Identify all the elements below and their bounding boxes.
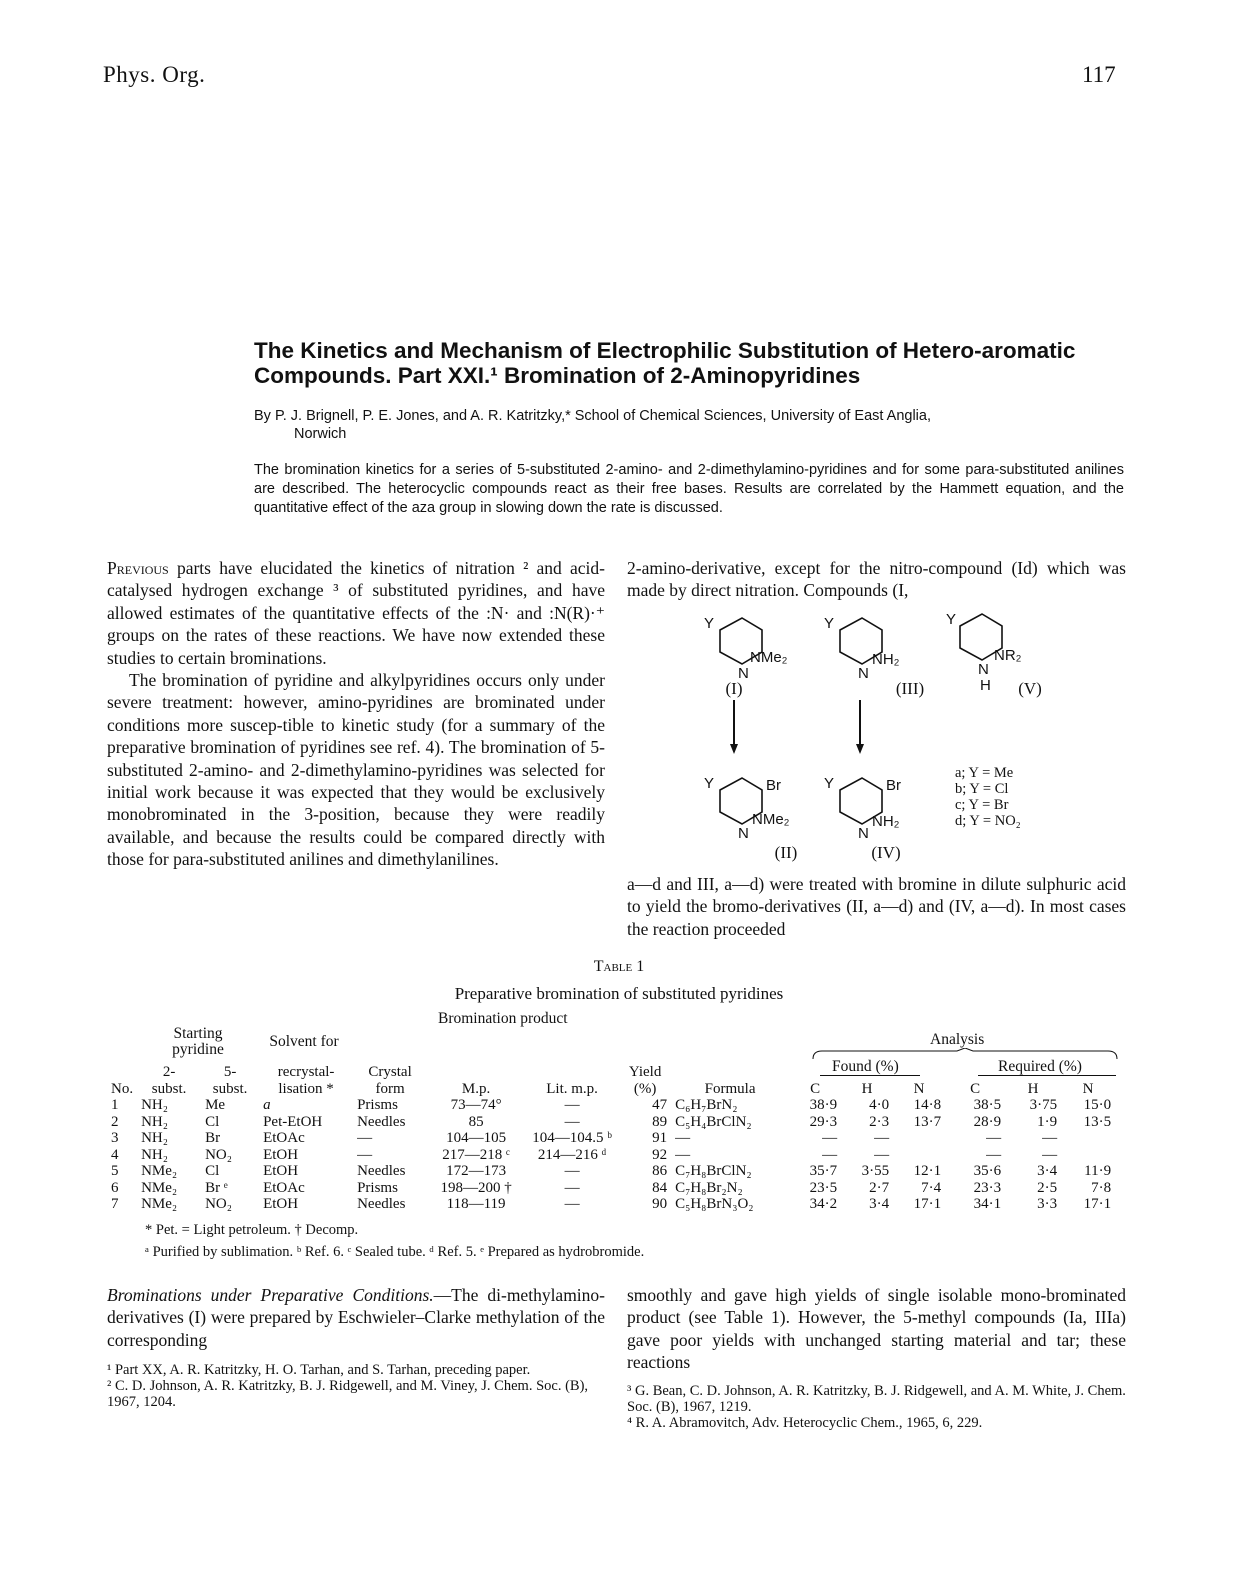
svg-text:Br: Br	[886, 777, 901, 794]
col-header: Formula	[704, 1080, 756, 1097]
table-cell: 14·8	[913, 1097, 942, 1113]
left-column	[107, 557, 605, 871]
table-cell: 3·55	[861, 1163, 890, 1179]
footnote-2: ² C. D. Johnson, A. R. Katritzky, B. J. Ridgewell, and M. Viney, J. Chem. Soc. (B), 1967, 1204.	[107, 1378, 589, 1410]
svg-text:Y: Y	[946, 612, 957, 628]
table-cell: 104—105	[446, 1130, 507, 1146]
col-header: C	[970, 1080, 981, 1097]
table-cell: —	[874, 1146, 890, 1163]
table-cell: 7·8	[1091, 1179, 1112, 1196]
footnotes-right	[627, 1383, 1126, 1431]
label-III: (III)	[895, 679, 925, 698]
table-cell: Prisms	[357, 1097, 398, 1113]
table-cell: 90	[652, 1196, 668, 1212]
table-cell: —	[822, 1130, 838, 1146]
table-cell: —	[822, 1146, 838, 1163]
article-title: The Kinetics and Mechanism of Electrophilic Substitution of Hetero-aromatic Compounds. Part XXI.¹ Bromination of 2-Aminopyridines	[254, 338, 1076, 388]
table-cell: 1·9	[1037, 1113, 1058, 1130]
table-cell: EtOAc	[263, 1179, 305, 1196]
table-cell: Cl	[205, 1113, 220, 1130]
table-cell: 2	[111, 1113, 119, 1130]
svg-text:N: N	[738, 665, 749, 682]
table-cell	[1061, 1147, 1115, 1164]
table-cell: 29·3	[809, 1113, 838, 1130]
table-cell: 38·9	[809, 1097, 838, 1113]
table-cell: —	[357, 1130, 373, 1146]
analysis-header: Analysis	[930, 1031, 985, 1048]
svg-text:Y: Y	[824, 615, 835, 632]
col-header: H	[1027, 1080, 1039, 1097]
table-cell: 4·0	[869, 1097, 890, 1113]
table-cell: 11·9	[1084, 1163, 1112, 1179]
table-cell: Br ᵉ	[205, 1179, 228, 1196]
footnotes-left	[107, 1362, 605, 1410]
table-cell: 2·3	[869, 1113, 890, 1130]
table-cell: 17·1	[1083, 1196, 1112, 1212]
abstract: The bromination kinetics for a series of 5-substituted 2-amino- and 2-dimethylamino-pyridines and for some para-substituted anilines are described. The heterocyclic compounds react as their free bases. Results are correlated by the Hammett equation, and the quantitative effect of the aza group in slowing down the rate is discussed.	[254, 462, 1124, 516]
table-row	[107, 1196, 1115, 1213]
table-cell: NMe₂	[141, 1196, 178, 1212]
table-footnote-2: ᵃ Purified by sublimation. ᵇ Ref. 6. ᶜ Sealed tube. ᵈ Ref. 5. ᵉ Prepared as hydrobromide.	[145, 1244, 645, 1260]
table-cell: 3	[111, 1130, 119, 1146]
col-header: N	[1082, 1080, 1094, 1097]
table-cell: 23·3	[973, 1179, 1002, 1196]
legend-c: c; Y = Br	[955, 797, 1009, 813]
arrow-heads	[730, 744, 864, 754]
table-cell: C₅H₄BrClN₂	[675, 1113, 752, 1130]
table-cell: —	[564, 1179, 580, 1196]
table-cell: a	[263, 1097, 271, 1113]
table-cell: —	[675, 1130, 691, 1146]
table-cell: 15·0	[1083, 1097, 1112, 1113]
table-cell: NMe₂	[141, 1179, 178, 1196]
table-cell: 1	[111, 1097, 119, 1113]
table-cell: —	[1042, 1146, 1058, 1163]
svg-text:N: N	[858, 825, 869, 842]
table-cell: —	[564, 1196, 580, 1212]
table-row	[107, 1130, 1115, 1147]
table-cell: 89	[652, 1113, 668, 1130]
group-V: NR₂	[994, 647, 1022, 664]
table-row	[107, 1114, 1115, 1131]
table-cell: NO₂	[205, 1196, 232, 1212]
table-label: Table 1	[593, 958, 645, 975]
svg-text:N: N	[738, 825, 749, 842]
table-cell: 214—216 ᵈ	[537, 1146, 607, 1163]
table-cell: C₇H₈Br₂N₂	[675, 1179, 743, 1196]
table-cell: 12·1	[913, 1163, 942, 1179]
lower-left-paragraph	[107, 1284, 605, 1351]
table-cell: 3·4	[1037, 1163, 1058, 1179]
table-row	[107, 1097, 1115, 1114]
table-cell: NH₂	[141, 1130, 168, 1146]
svg-text:Br: Br	[766, 777, 781, 794]
reaction-arrows	[734, 700, 860, 746]
table-cell	[893, 1147, 945, 1164]
table-cell: EtOH	[263, 1196, 299, 1212]
table-cell: 47	[652, 1097, 668, 1113]
table-cell: 7·4	[921, 1179, 942, 1196]
lead-word: Previous	[107, 558, 169, 578]
legend-b: b; Y = Cl	[955, 781, 1009, 797]
table-cell: 198—200 †	[440, 1179, 512, 1196]
table-cell: 172—173	[446, 1163, 507, 1179]
table-cell: —	[1042, 1130, 1058, 1146]
section-text: —The di-methylamino-derivatives (I) were prepared by Eschwieler–Clarke methylation of the corresponding	[107, 1285, 605, 1350]
table-cell: 85	[468, 1113, 484, 1130]
table-cell: 38·5	[973, 1097, 1002, 1113]
label-II: (II)	[774, 843, 798, 862]
required-header: Required (%)	[998, 1058, 1082, 1075]
byline-authors: By P. J. Brignell, P. E. Jones, and A. R. Katritzky,* School of Chemical Sciences, University of East Anglia,	[254, 408, 931, 424]
table-cell: Me	[205, 1097, 226, 1113]
table-cell	[1061, 1130, 1115, 1147]
table-cell: —	[564, 1163, 580, 1179]
footnote-3: ³ G. Bean, C. D. Johnson, A. R. Katritzky, B. J. Ridgewell, and A. M. White, J. Chem. Soc. (B), 1967, 1219.	[627, 1383, 1126, 1415]
table-footnote-1: * Pet. = Light petroleum. † Decomp.	[145, 1222, 359, 1238]
table-cell: NO₂	[205, 1146, 232, 1163]
found-header: Found (%)	[832, 1058, 899, 1075]
table-cell: C₆H₇BrN₂	[675, 1097, 738, 1113]
table-cell: Br	[205, 1130, 221, 1146]
table-cell: EtOAc	[263, 1130, 305, 1146]
table-cell: 86	[652, 1163, 668, 1179]
table-cell: —	[675, 1146, 691, 1163]
label-I: (I)	[725, 679, 743, 698]
table-cell: 118—119	[446, 1196, 506, 1212]
table-cell	[893, 1130, 945, 1147]
table-cell: 4	[111, 1146, 119, 1163]
group-II: NMe₂	[752, 811, 790, 828]
col-header: H	[861, 1080, 873, 1097]
table-cell: 7	[111, 1196, 119, 1212]
table-cell: C₅H₈BrN₃O₂	[675, 1196, 754, 1212]
col-header: M.p.	[461, 1080, 491, 1097]
table-cell: 13·7	[913, 1113, 942, 1130]
table-cell: 104—104.5 ᵇ	[532, 1130, 612, 1146]
table-cell: NH₂	[141, 1113, 168, 1130]
table-cell: 35·7	[809, 1163, 838, 1179]
table-row	[107, 1180, 1115, 1197]
byline	[254, 407, 1134, 443]
table-cell: Needles	[357, 1196, 406, 1212]
label-V: (V)	[1018, 679, 1042, 698]
label-IV: (IV)	[871, 843, 901, 862]
table-row	[107, 1163, 1115, 1180]
table-cell: 5	[111, 1163, 119, 1179]
table-cell: C₇H₈BrClN₂	[675, 1163, 752, 1179]
table-cell: Pet-EtOH	[263, 1113, 323, 1130]
table-cell: —	[564, 1097, 580, 1113]
data-table	[107, 1064, 1115, 1213]
table-cell: Needles	[357, 1113, 406, 1130]
table-cell: 3·3	[1037, 1196, 1058, 1212]
table-cell: 2·5	[1037, 1179, 1058, 1196]
svg-text:Y: Y	[704, 775, 715, 792]
group-III: NH₂	[872, 651, 900, 668]
table-cell: 34·1	[973, 1196, 1002, 1212]
table-cell: EtOH	[263, 1146, 299, 1163]
legend-d: d; Y = NO₂	[955, 813, 1021, 829]
svg-text:N: N	[978, 661, 989, 678]
table-cell: 6	[111, 1179, 119, 1196]
legend-a: a; Y = Me	[955, 765, 1014, 781]
right-column-after-scheme: a—d and III, a—d) were treated with bromine in dilute sulphuric acid to yield the bromo-derivatives (II, a—d) and (IV, a—d). In most cases the reaction proceeded	[627, 874, 1126, 939]
table-cell: 217—218 ᶜ	[442, 1146, 510, 1163]
col-header: No.	[111, 1080, 134, 1097]
table-cell: 28·9	[973, 1113, 1002, 1130]
table-cell: 35·6	[973, 1163, 1002, 1179]
table-cell: NH₂	[141, 1097, 168, 1113]
journal-section: Phys. Org.	[103, 62, 206, 87]
page-number: 117	[1082, 62, 1116, 87]
table-cell: —	[986, 1130, 1002, 1146]
svg-text:Y: Y	[824, 775, 835, 792]
table-cell: —	[564, 1113, 580, 1130]
table-cell: 3·4	[869, 1196, 890, 1212]
table-cell: —	[986, 1146, 1002, 1163]
reaction-scheme	[690, 612, 1120, 874]
table-cell: 23·5	[809, 1179, 838, 1196]
svg-text:N: N	[858, 665, 869, 682]
body-paragraph: The bromination of pyridine and alkylpyridines occurs only under severe treatment: however, amino-pyridines are brominated under conditions more suscep-tible to kinetic study (for a summary of the preparative bromination of pyridines see ref. 4). The bromination of 5-substituted 2-amino- and 2-dimethylamino-pyridines was selected for initial work because it was expected that they would be exclusively monobrominated in the 3-position, because they were readily available, and because the results could be compared directly with those for para-substituted anilines and dimethylanilines.	[107, 670, 605, 870]
starting-pyridine-header: Starting pyridine	[172, 1025, 224, 1058]
table-cell: 13·5	[1083, 1113, 1112, 1130]
table-cell: —	[874, 1130, 890, 1146]
footnote-4: ⁴ R. A. Abramovitch, Adv. Heterocyclic Chem., 1965, 6, 229.	[627, 1415, 983, 1431]
intro-paragraph: parts have elucidated the kinetics of nitration ² and acid-catalysed hydrogen exchange ³ of substituted pyridines, and have allowed estimates of the quantitative effects of the :N· and :N(R)·⁺ groups on the rates of these reactions. We have now extended these studies to certain brominations.	[107, 558, 605, 668]
svg-text:Y: Y	[704, 615, 715, 632]
table-caption: Preparative bromination of substituted pyridines	[454, 984, 784, 1003]
table-cell: Prisms	[357, 1179, 398, 1196]
table-subcaption: Bromination product	[438, 1010, 568, 1027]
table-row	[107, 1147, 1115, 1164]
group-IV: NH₂	[872, 813, 900, 830]
table-cell: 34·2	[809, 1196, 838, 1212]
table-cell: 3·75	[1029, 1097, 1058, 1113]
table-cell: Needles	[357, 1163, 406, 1179]
table-cell: 91	[652, 1130, 668, 1146]
section-heading: Brominations under Preparative Conditions.	[107, 1285, 434, 1305]
substituent-legend	[955, 765, 1021, 829]
col-header: Lit. m.p.	[546, 1080, 598, 1097]
lower-right-paragraph: smoothly and gave high yields of single isolable mono-brominated product (see Table 1). However, the 5-methyl compounds (Ia, IIIa) gave poor yields with unchanged starting material and tar; these reactions	[627, 1285, 1126, 1373]
table-cell: NMe₂	[141, 1163, 178, 1179]
table-cell: —	[357, 1146, 373, 1163]
table-header-row: No. subst. subst. lisation * form M.p. Lit. m.p. (%) Formula C H N C H N	[107, 1081, 1115, 1098]
right-column-top: 2-amino-derivative, except for the nitro-compound (Id) which was made by direct nitration. Compounds (I,	[627, 558, 1126, 601]
table-cell: EtOH	[263, 1163, 299, 1179]
table-cell: 73—74°	[450, 1097, 502, 1113]
footnote-1: ¹ Part XX, A. R. Katritzky, H. O. Tarhan, and S. Tarhan, preceding paper.	[107, 1362, 531, 1378]
table-cell: Cl	[205, 1163, 220, 1179]
table-cell: NH₂	[141, 1146, 168, 1163]
svg-text:H: H	[980, 677, 991, 694]
table-cell: 17·1	[913, 1196, 942, 1212]
table-cell: 92	[652, 1146, 668, 1163]
col-header: N	[913, 1080, 925, 1097]
solvent-header: Solvent for	[269, 1033, 339, 1050]
table-cell: 84	[652, 1179, 668, 1196]
table-cell: 2·7	[869, 1179, 890, 1196]
byline-location: Norwich	[294, 426, 347, 442]
col-header: C	[810, 1080, 821, 1097]
group-I: NMe₂	[750, 649, 788, 666]
table-header-row: 2- 5- recrystal- Crystal Yield	[162, 1064, 662, 1080]
